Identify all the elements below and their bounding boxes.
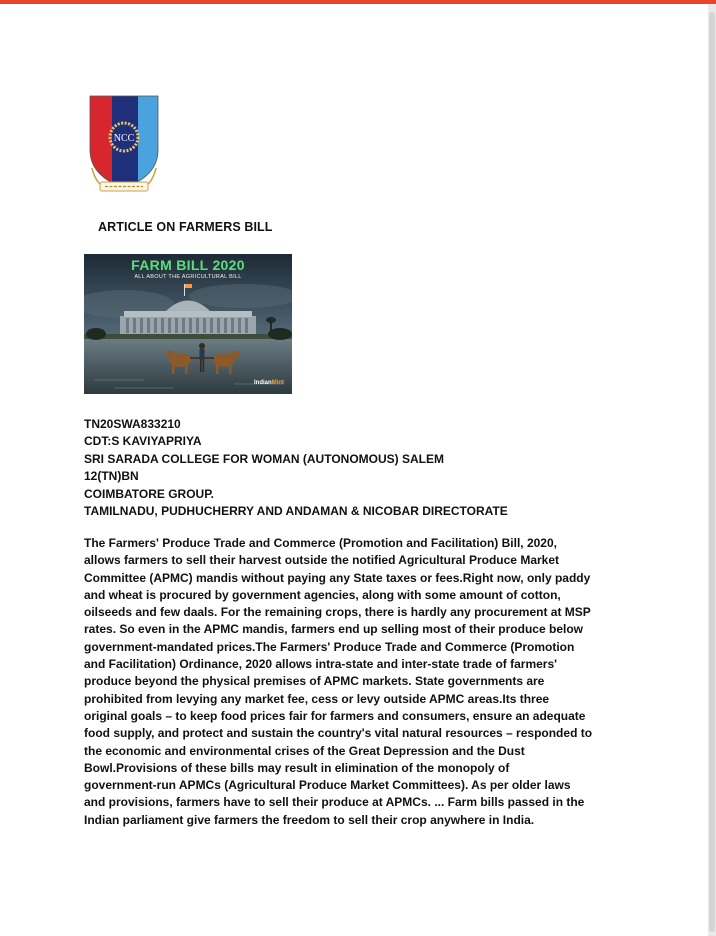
article-line: and Facilitation) Ordinance, 2020 allows intra-state and inter-state trade of farmers' (84, 657, 557, 672)
article-line: oilseeds and few daals. For the remaining crops, there is hardly any procurement at MSP (84, 605, 591, 620)
article-line: and provisions, farmers have to sell their produce at APMCs. ... Farm bills passed in the (84, 795, 585, 810)
banner-subheading: ALL ABOUT THE AGRICULTURAL BILL (134, 274, 242, 280)
document-title: ARTICLE ON FARMERS BILL (98, 220, 273, 234)
article-line: government-mandated prices.The Farmers' Produce Trade and Commerce (Promotion (84, 639, 575, 654)
banner-brand-logo (254, 380, 284, 386)
svg-text:NCC: NCC (113, 133, 135, 144)
college-name: SRI SARADA COLLEGE FOR WOMAN (AUTONOMOUS) SALEM (84, 451, 444, 466)
ncc-logo (84, 90, 164, 198)
article-line: The Farmers' Produce Trade and Commerce (Promotion and Facilitation) Bill, 2020, (84, 536, 557, 550)
article-line: Bowl.Provisions of these bills may result in elimination of the monopoly of (84, 760, 510, 775)
article-body (84, 535, 644, 829)
battalion: 12(TN)BN (84, 469, 139, 484)
banner-brand-main: Indian (254, 380, 272, 386)
article-line: produce beyond the physical premises of APMC markets. State governments are (84, 674, 545, 689)
article-line: and wheat is procured by government agencies, along with some amount of cotton, (84, 587, 561, 602)
article-line: rates. So even in the APMC mandis, farmers end up selling most of their produce below (84, 622, 583, 637)
cadet-name: CDT:S KAVIYAPRIYA (84, 434, 202, 449)
farm-bill-banner-image (84, 254, 292, 394)
cadet-regimental-number: TN20SWA833210 (84, 417, 181, 431)
article-line: the economic and environmental crises of the Great Depression and the Dust (84, 743, 525, 758)
article-line: government-run APMCs (Agricultural Produce Market Committees). As per older laws (84, 778, 571, 793)
article-line: food supply, and protect and sustain the country's vital natural resources – responded to (84, 726, 593, 741)
scrollbar-track[interactable] (708, 4, 716, 936)
top-accent-bar (0, 0, 716, 4)
article-line: original goals – to keep food prices fair for farmers and consumers, ensure an adequate (84, 708, 586, 723)
article-line: Indian parliament give farmers the freedom to sell their crop anywhere in India. (84, 812, 535, 827)
article-line: Committee (APMC) mandis without paying any State taxes or fees.Right now, only paddy (84, 570, 591, 585)
article-line: allows farmers to sell their harvest outside the notified Agricultural Produce Market (84, 553, 560, 568)
scrollbar-thumb[interactable] (709, 12, 715, 932)
cadet-info-block (84, 416, 508, 520)
article-line: prohibited from levying any market fee, cess or levy outside APMC areas.Its three (84, 691, 550, 706)
group-name: COIMBATORE GROUP. (84, 486, 215, 501)
directorate-name: TAMILNADU, PUDHUCHERRY AND ANDAMAN & NICOBAR DIRECTORATE (84, 504, 508, 519)
banner-brand-accent: Mint (271, 380, 284, 386)
banner-heading: FARM BILL 2020 (131, 257, 245, 273)
